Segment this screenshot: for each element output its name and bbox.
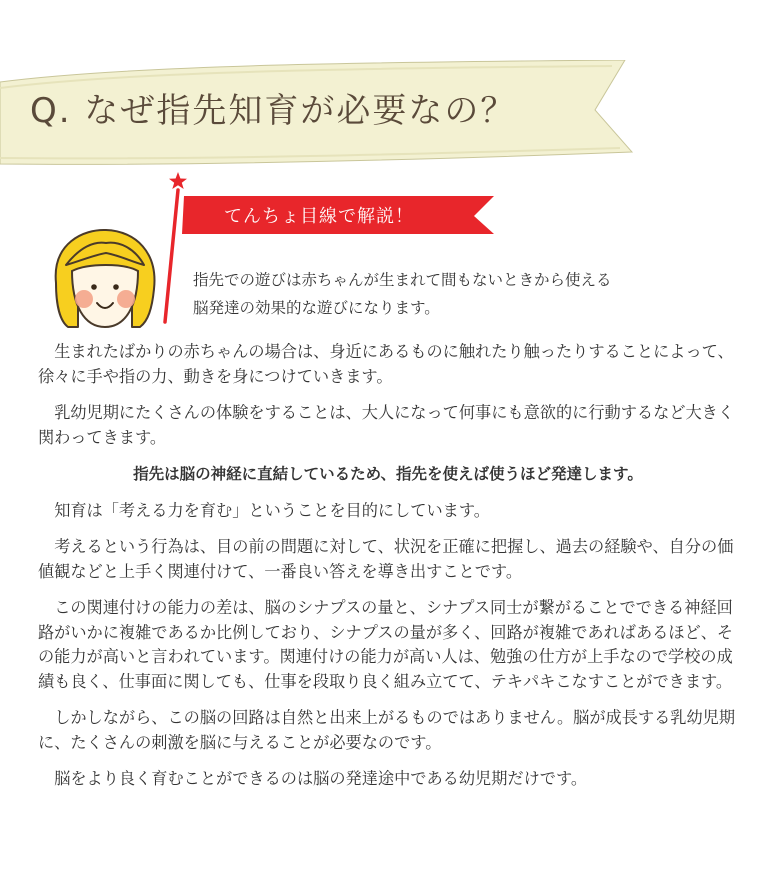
emphasis-paragraph: 指先は脳の神経に直結しているため、指先を使えば使うほど発達します。 [133,465,643,483]
paragraph: 考えるという行為は、目の前の問題に対して、状況を正確に把握し、過去の経験や、自分の価値観などと上手く関連付けて、一番良い答えを導き出すことです。 [38,537,734,581]
intro-text [193,266,612,322]
paragraph: 生まれたばかりの赤ちゃんの場合は、身近にあるものに触れたり触ったりすることによって、徐々に手や指の力、動きを身につけていきます。 [38,342,734,386]
paragraph: 脳をより良く育むことができるのは脳の発達途中である幼児期だけです。 [54,769,588,788]
girl-avatar-icon [44,225,164,340]
page-title: Q. なぜ指先知育が必要なの？ [30,91,517,131]
intro-line: 脳発達の効果的な遊びになります。 [193,299,440,317]
article-body [38,340,738,804]
paragraph: この関連付けの能力の差は、脳のシナプスの量と、シナプス同士が繋がることでできる神経回路がいかに複雑であるか比例しており、シナプスの量が多く、回路が複雑であればあるほど、その能力が高いと言われています。関連付けの能力が高い人は、勉強の仕方が上手なので学校の成績も良く、仕事面に関しても、仕事を段取り良く組み立てて、テキパキこなすことができます。 [38,598,734,691]
paragraph: しかしながら、この脳の回路は自然と出来上がるものではありません。脳が成長する乳幼児期に、たくさんの刺激を脳に与えることが必要なのです。 [38,708,736,752]
intro-line: 指先での遊びは赤ちゃんが生まれて間もないときから使える [193,271,612,289]
paragraph: 乳幼児期にたくさんの体験をすることは、大人になって何事にも意欲的に行動するなど大きく関わってきます。 [38,403,735,447]
paragraph: 知育は「考える力を育む」ということを目的にしています。 [54,500,490,520]
flag-label: てんちょ目線で解説！ [224,206,414,227]
